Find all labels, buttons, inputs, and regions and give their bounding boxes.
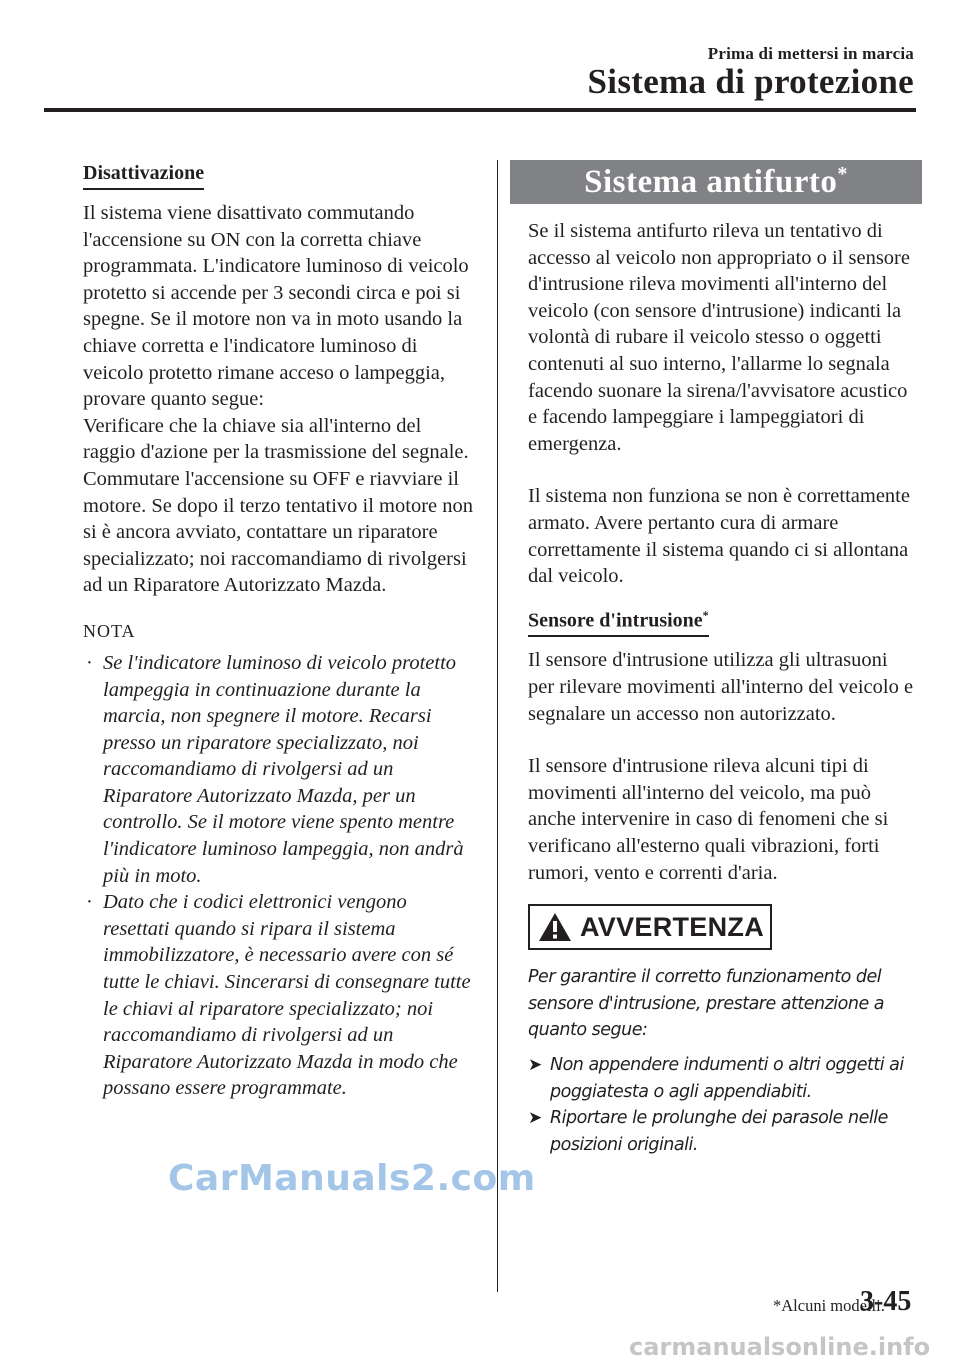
left-column [83, 160, 478, 1102]
deactivation-heading: Disattivazione [83, 160, 204, 190]
warning-label-box [528, 904, 772, 950]
arrow-right-icon: ➤ [528, 1054, 542, 1075]
nota-list [83, 650, 478, 1102]
sensor-paragraph: Il sensore d'intrusione rileva alcuni tipi di movimenti all'interno del veicolo, ma può anche intervenire in caso di fenomeni che si verificano all'esterno quali vibrazioni, forti rumori, vento e correnti d'aria. [528, 755, 889, 884]
nota-item [83, 650, 478, 889]
intrusion-sensor-asterisk: * [702, 607, 709, 622]
nota-item [83, 889, 478, 1102]
nota-item-text: Dato che i codici elettronici vengono resettati quando si ripara il sistema immobilizzatore, è necessario avere con sé tutte le chiavi. Sincerarsi di consegnare tutte le chiavi al riparatore specializzato; noi raccomandiamo di rivolgersi ad un Riparatore Autorizzato Mazda in modo che possano essere programmate. [103, 891, 471, 1100]
nota-label: NOTA [83, 620, 136, 641]
antitheft-paragraph: Se il sistema antifurto rileva un tentativo di accesso al veicolo non appropriato o il sensore d'intrusione rileva movimenti all'interno del veicolo (con sensore d'intrusione) indicanti la volontà di rubare il veicolo stesso o oggetti contenuti al suo interno, l'allarme lo segnala facendo suonare la sirena/l'avvisatore acustico e facendo lampeggiare i lampeggiatori di emergenza. [528, 220, 910, 455]
warning-item [528, 1105, 918, 1158]
antitheft-paragraph: Il sistema non funziona se non è correttamente armato. Avere pertanto cura di armare correttamente il sistema quando ci si allontana dal veicolo. [528, 485, 910, 588]
header-rule [44, 108, 916, 112]
footnote: *Alcuni modelli. [773, 1296, 885, 1315]
header-section-name: Prima di mettersi in marcia [707, 44, 914, 63]
bullet-dot-icon: · [86, 651, 93, 674]
bullet-dot-icon: · [86, 891, 93, 914]
page-number: 3-45 [860, 1286, 912, 1317]
warning-list [528, 1052, 918, 1158]
warning-item [528, 1052, 918, 1105]
section-banner [510, 160, 922, 204]
paragraph-spacer [528, 727, 918, 753]
sensor-paragraph: Il sensore d'intrusione utilizza gli ultrasuoni per rilevare movimenti all'interno del veicolo e segnalare un accesso non autorizzato. [528, 649, 914, 725]
banner-title: Sistema antifurto [584, 164, 838, 200]
nota-item-text: Se l'indicatore luminoso di veicolo protetto lampeggia in continuazione durante la marcia, non spegnere il motore. Recarsi presso un riparatore specializzato, noi raccomandiamo di rivolgersi ad un Riparatore Autorizzato Mazda, per un controllo. Se il motore viene spento mentre l'indicatore luminoso lampeggia, non andrà più in moto. [103, 651, 464, 887]
paragraph-spacer [528, 457, 918, 483]
warning-triangle-icon [538, 912, 572, 942]
watermark-right: carmanualsonline.info [629, 1333, 931, 1361]
warning-item-text: Riportare le prolunghe dei parasole nelle posizioni originali. [550, 1108, 888, 1155]
deactivation-paragraph: Verificare che la chiave sia all'interno del raggio d'azione per la trasmissione del segnale. Commutare l'accensione su OFF e riavviare il motore. Se dopo il terzo tentativo il motore non si è ancora avviato, contattare un riparatore specializzato; noi raccomandiamo di rivolgersi ad un Riparatore Autorizzato Mazda. [83, 414, 473, 597]
warning-item-text: Non appendere indumenti o altri oggetti ai poggiatesta o agli appendiabiti. [550, 1054, 904, 1102]
page-title: Sistema di protezione [587, 62, 914, 101]
banner-asterisk: * [837, 163, 848, 185]
intrusion-sensor-heading [528, 602, 709, 638]
right-column [528, 160, 918, 1158]
arrow-right-icon: ➤ [528, 1108, 542, 1129]
column-divider [497, 160, 498, 1292]
warning-text: Per garantire il corretto funzionamento del sensore d'intrusione, prestare attenzione a quanto segue: [528, 967, 885, 1041]
intrusion-sensor-heading-text: Sensore d'intrusione [528, 609, 703, 632]
warning-label: AVVERTENZA [580, 911, 765, 942]
watermark-left: CarManuals2.com [168, 1158, 536, 1199]
deactivation-paragraph: Il sistema viene disattivato commutando l'accensione su ON con la corretta chiave programmata. L'indicatore luminoso di veicolo protetto si accende per 3 secondi circa e poi si spegne. Se il motore non va in moto usando la chiave corretta e l'indicatore luminoso di veicolo protetto rimane acceso o lampeggia, provare quanto segue: [83, 202, 469, 411]
